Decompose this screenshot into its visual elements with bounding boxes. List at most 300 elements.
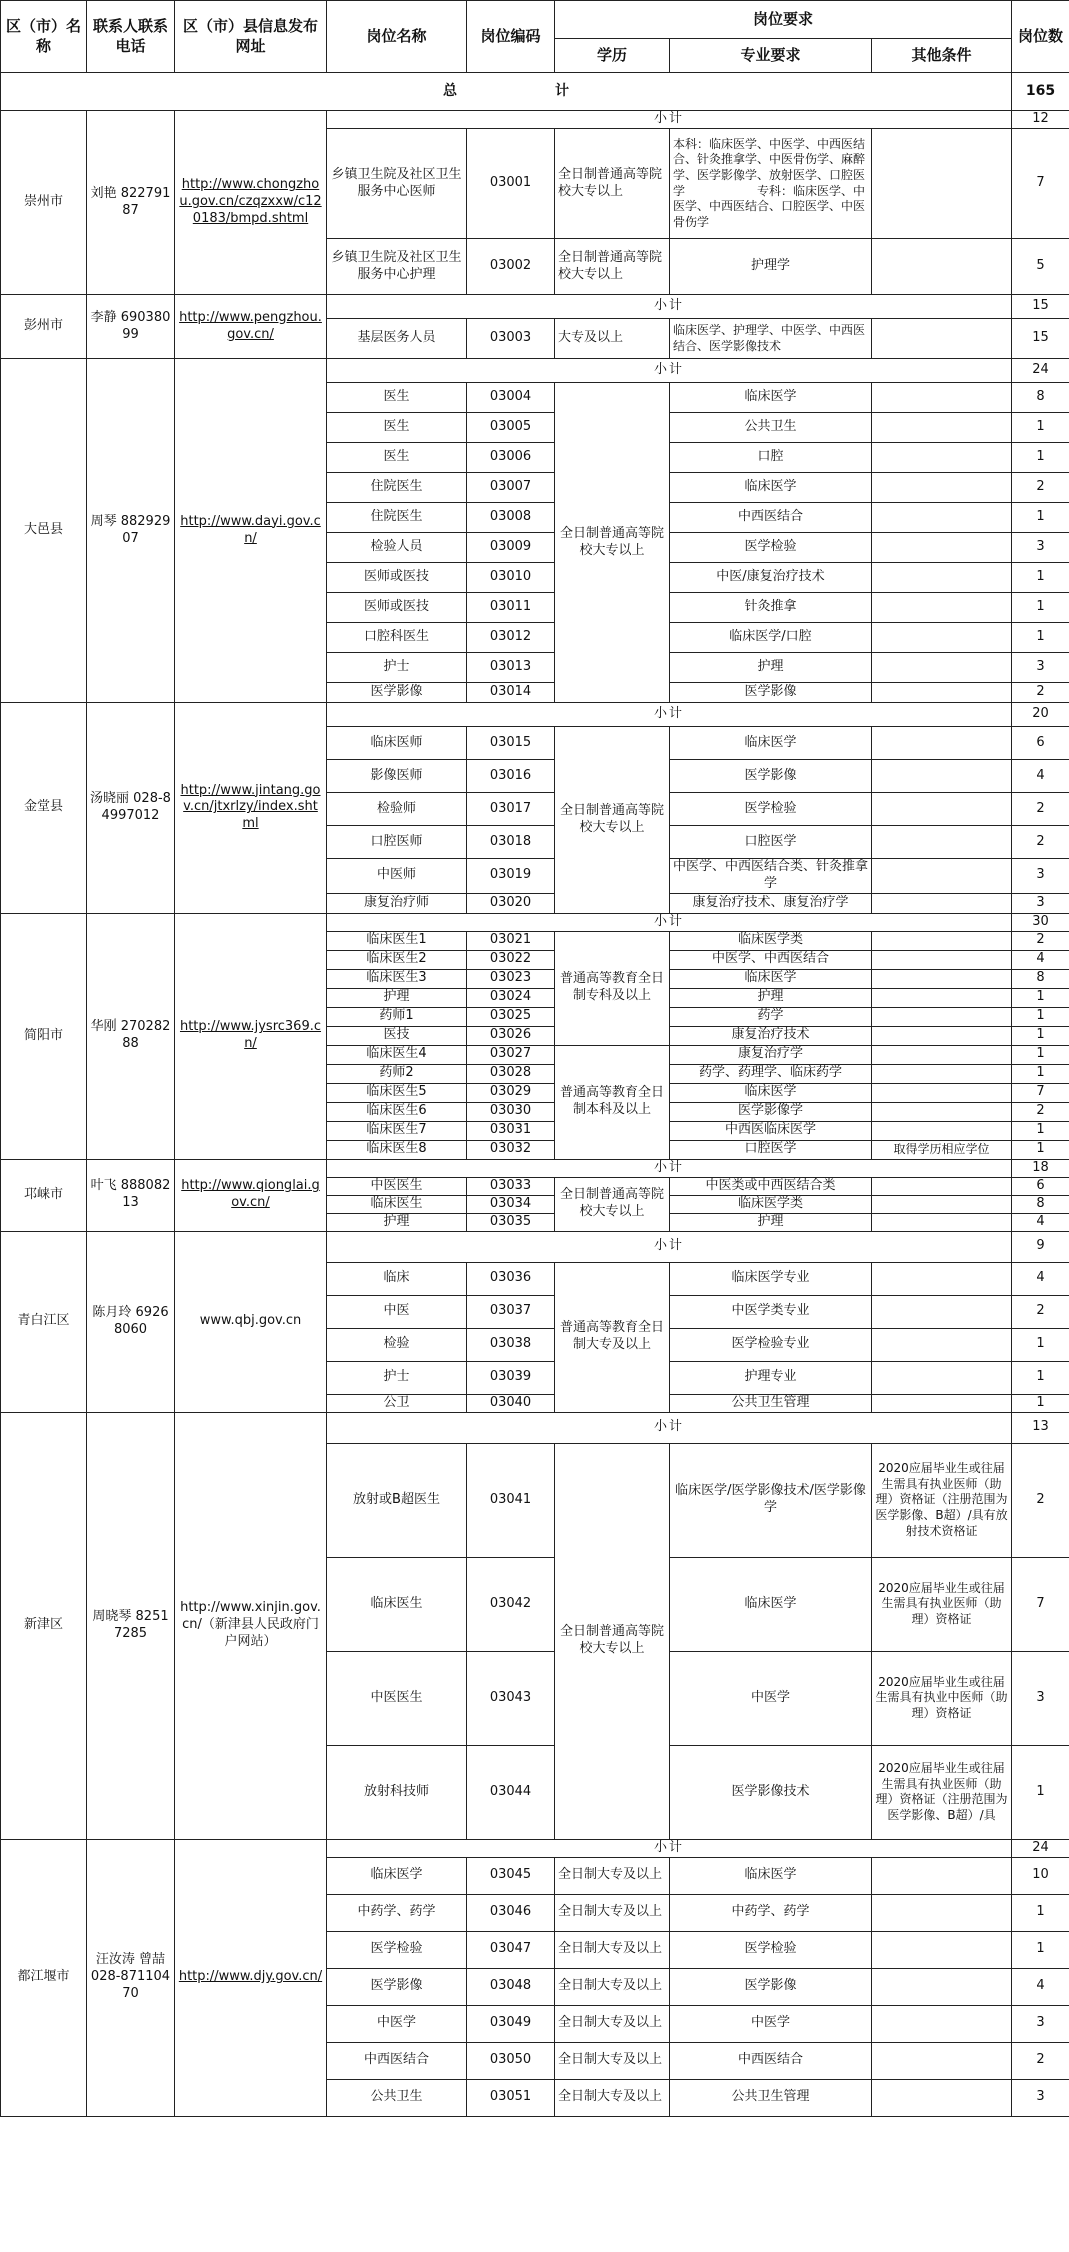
major: 临床医学 xyxy=(670,473,872,503)
position-code: 03010 xyxy=(467,563,555,593)
header-position-name: 岗位名称 xyxy=(327,1,467,73)
position-name: 护理 xyxy=(327,1213,467,1231)
major: 医学检验 xyxy=(670,1931,872,1968)
header-website: 区（市）县信息发布网址 xyxy=(175,1,327,73)
education-group: 全日制普通高等院校大专以上 xyxy=(555,727,670,914)
district-website-link[interactable]: http://www.xinjin.gov.cn/（新津县人民政府门户网站） xyxy=(180,1600,321,1650)
district-name: 简阳市 xyxy=(1,913,87,1159)
education-group: 全日制普通高等院校大专以上 xyxy=(555,383,670,703)
major: 护理学 xyxy=(670,239,872,295)
major: 临床医学 xyxy=(670,383,872,413)
position-name: 影像医师 xyxy=(327,760,467,793)
total-row xyxy=(1,73,1069,111)
position-code: 03042 xyxy=(467,1557,555,1651)
position-code: 03018 xyxy=(467,826,555,859)
position-count: 1 xyxy=(1012,988,1069,1007)
position-code: 03016 xyxy=(467,760,555,793)
other-conditions xyxy=(872,2079,1012,2116)
position-count: 2 xyxy=(1012,793,1069,826)
subtotal-row xyxy=(1,359,1069,383)
position-code: 03038 xyxy=(467,1328,555,1361)
position-name: 医学检验 xyxy=(327,1931,467,1968)
other-conditions xyxy=(872,1394,1012,1412)
subtotal-row xyxy=(1,295,1069,319)
position-count: 8 xyxy=(1012,383,1069,413)
other-conditions xyxy=(872,1102,1012,1121)
major: 中医学 xyxy=(670,1651,872,1745)
other-conditions xyxy=(872,503,1012,533)
position-count: 1 xyxy=(1012,1894,1069,1931)
position-name: 放射或B超医生 xyxy=(327,1443,467,1557)
education-group: 普通高等教育全日制大专及以上 xyxy=(555,1262,670,1412)
district-contact: 华刚 27028288 xyxy=(87,913,175,1159)
position-code: 03034 xyxy=(467,1195,555,1213)
other-conditions xyxy=(872,1295,1012,1328)
position-name: 住院医生 xyxy=(327,503,467,533)
major: 临床医学/医学影像技术/医学影像学 xyxy=(670,1443,872,1557)
education: 全日制大专及以上 xyxy=(555,1931,670,1968)
position-count: 1 xyxy=(1012,1328,1069,1361)
position-name: 医学影像 xyxy=(327,1968,467,2005)
major: 中西医结合 xyxy=(670,2042,872,2079)
position-name: 公卫 xyxy=(327,1394,467,1412)
district-contact: 周晓琴 82517285 xyxy=(87,1412,175,1839)
position-code: 03004 xyxy=(467,383,555,413)
other-conditions xyxy=(872,826,1012,859)
major: 医学检验专业 xyxy=(670,1328,872,1361)
header-count: 岗位数 xyxy=(1012,1,1069,73)
position-name: 临床医生3 xyxy=(327,969,467,988)
district-website-link[interactable]: http://www.pengzhou.gov.cn/ xyxy=(179,309,322,342)
other-conditions xyxy=(872,683,1012,703)
major: 中医学、中西医结合 xyxy=(670,950,872,969)
position-name: 基层医务人员 xyxy=(327,319,467,359)
header-contact: 联系人联系电话 xyxy=(87,1,175,73)
position-code: 03049 xyxy=(467,2005,555,2042)
major: 康复治疗技术 xyxy=(670,1026,872,1045)
other-conditions xyxy=(872,1026,1012,1045)
position-name: 临床医师 xyxy=(327,727,467,760)
position-count: 1 xyxy=(1012,593,1069,623)
other-conditions xyxy=(872,1328,1012,1361)
education: 全日制普通高等院校大专以上 xyxy=(555,129,670,239)
other-conditions xyxy=(872,793,1012,826)
major: 中西医临床医学 xyxy=(670,1121,872,1140)
position-name: 乡镇卫生院及社区卫生服务中心护理 xyxy=(327,239,467,295)
other-conditions xyxy=(872,1045,1012,1064)
position-name: 临床医生4 xyxy=(327,1045,467,1064)
header-district: 区（市）名称 xyxy=(1,1,87,73)
position-count: 3 xyxy=(1012,2005,1069,2042)
major: 康复治疗技术、康复治疗学 xyxy=(670,893,872,913)
position-count: 1 xyxy=(1012,1361,1069,1394)
district-website xyxy=(175,359,327,703)
header-requirements: 岗位要求 xyxy=(555,1,1012,39)
other-conditions xyxy=(872,893,1012,913)
education-group: 普通高等教育全日制专科及以上 xyxy=(555,931,670,1045)
other-conditions xyxy=(872,443,1012,473)
district-name: 新津区 xyxy=(1,1412,87,1839)
major: 医学影像技术 xyxy=(670,1745,872,1839)
major: 护理专业 xyxy=(670,1361,872,1394)
education: 全日制大专及以上 xyxy=(555,2079,670,2116)
major: 中医/康复治疗技术 xyxy=(670,563,872,593)
position-name: 临床 xyxy=(327,1262,467,1295)
position-count: 2 xyxy=(1012,1443,1069,1557)
major: 医学影像学 xyxy=(670,1102,872,1121)
major: 临床医学 xyxy=(670,1083,872,1102)
district-name: 崇州市 xyxy=(1,111,87,295)
subtotal-row xyxy=(1,1839,1069,1857)
position-count: 10 xyxy=(1012,1857,1069,1894)
other-conditions xyxy=(872,1007,1012,1026)
position-name: 医技 xyxy=(327,1026,467,1045)
major: 医学影像 xyxy=(670,683,872,703)
major: 本科：临床医学、中医学、中西医结合、针灸推拿学、中医骨伤学、麻醉学、医学影像学、放射医学、口腔医学 专科：临床医学、中医学、中西医结合、口腔医学、中医骨伤学 xyxy=(670,129,872,239)
district-contact: 陈月玲 69268060 xyxy=(87,1231,175,1412)
major: 中医类或中西医结合类 xyxy=(670,1177,872,1195)
major: 中医学 xyxy=(670,2005,872,2042)
position-code: 03050 xyxy=(467,2042,555,2079)
position-count: 8 xyxy=(1012,969,1069,988)
position-code: 03020 xyxy=(467,893,555,913)
position-code: 03003 xyxy=(467,319,555,359)
position-count: 2 xyxy=(1012,826,1069,859)
position-name: 护士 xyxy=(327,653,467,683)
position-name: 临床医生5 xyxy=(327,1083,467,1102)
subtotal-label: 小计 xyxy=(327,1231,1012,1262)
position-name: 住院医生 xyxy=(327,473,467,503)
major: 护理 xyxy=(670,653,872,683)
position-code: 03024 xyxy=(467,988,555,1007)
subtotal-label: 小计 xyxy=(327,1839,1012,1857)
district-name: 青白江区 xyxy=(1,1231,87,1412)
other-conditions xyxy=(872,760,1012,793)
position-count: 1 xyxy=(1012,1026,1069,1045)
total-value: 165 xyxy=(1012,73,1069,111)
education-group: 全日制普通高等院校大专以上 xyxy=(555,1443,670,1839)
other-conditions xyxy=(872,950,1012,969)
position-count: 1 xyxy=(1012,413,1069,443)
position-count: 2 xyxy=(1012,931,1069,950)
other-conditions xyxy=(872,1931,1012,1968)
position-name: 中药学、药学 xyxy=(327,1894,467,1931)
position-name: 临床医生1 xyxy=(327,931,467,950)
district-website xyxy=(175,1412,327,1839)
major: 医学检验 xyxy=(670,793,872,826)
district-website-link[interactable]: http://www.dayi.gov.cn/ xyxy=(180,513,321,546)
header-major: 专业要求 xyxy=(670,39,872,73)
position-count: 6 xyxy=(1012,727,1069,760)
position-name: 中西医结合 xyxy=(327,2042,467,2079)
other-conditions xyxy=(872,319,1012,359)
position-count: 4 xyxy=(1012,1968,1069,2005)
other-conditions xyxy=(872,473,1012,503)
position-code: 03029 xyxy=(467,1083,555,1102)
position-count: 1 xyxy=(1012,623,1069,653)
position-code: 03040 xyxy=(467,1394,555,1412)
position-code: 03023 xyxy=(467,969,555,988)
subtotal-row xyxy=(1,913,1069,931)
position-code: 03014 xyxy=(467,683,555,703)
position-code: 03051 xyxy=(467,2079,555,2116)
position-count: 7 xyxy=(1012,1557,1069,1651)
other-conditions xyxy=(872,969,1012,988)
position-name: 口腔科医生 xyxy=(327,623,467,653)
other-conditions xyxy=(872,383,1012,413)
total-label: 总 计 xyxy=(1,73,1012,111)
position-name: 口腔医师 xyxy=(327,826,467,859)
position-code: 03005 xyxy=(467,413,555,443)
position-name: 临床医生 xyxy=(327,1195,467,1213)
position-count: 3 xyxy=(1012,653,1069,683)
position-code: 03007 xyxy=(467,473,555,503)
position-count: 2 xyxy=(1012,473,1069,503)
position-code: 03035 xyxy=(467,1213,555,1231)
major: 中医学、中西医结合类、针灸推拿学 xyxy=(670,859,872,894)
subtotal-label: 小计 xyxy=(327,703,1012,727)
other-conditions xyxy=(872,1968,1012,2005)
position-name: 中医 xyxy=(327,1295,467,1328)
position-name: 临床医生 xyxy=(327,1557,467,1651)
header-other: 其他条件 xyxy=(872,39,1012,73)
other-conditions xyxy=(872,2005,1012,2042)
position-name: 康复治疗师 xyxy=(327,893,467,913)
subtotal-value: 13 xyxy=(1012,1412,1069,1443)
major: 口腔 xyxy=(670,443,872,473)
subtotal-label: 小计 xyxy=(327,1412,1012,1443)
position-count: 8 xyxy=(1012,1195,1069,1213)
position-count: 15 xyxy=(1012,319,1069,359)
other-conditions: 2020应届毕业生或往届生需具有执业医师（助理）资格证（注册范围为医学影像、B超）/具 xyxy=(872,1745,1012,1839)
position-name: 医生 xyxy=(327,383,467,413)
position-name: 公共卫生 xyxy=(327,2079,467,2116)
position-code: 03011 xyxy=(467,593,555,623)
position-name: 护理 xyxy=(327,988,467,1007)
position-name: 药师2 xyxy=(327,1064,467,1083)
other-conditions: 取得学历相应学位 xyxy=(872,1140,1012,1159)
header-position-code: 岗位编码 xyxy=(467,1,555,73)
district-contact: 周琴 88292907 xyxy=(87,359,175,703)
education: 全日制大专及以上 xyxy=(555,1968,670,2005)
major: 护理 xyxy=(670,988,872,1007)
position-count: 3 xyxy=(1012,893,1069,913)
position-count: 3 xyxy=(1012,859,1069,894)
position-count: 2 xyxy=(1012,1102,1069,1121)
position-code: 03030 xyxy=(467,1102,555,1121)
education: 全日制大专及以上 xyxy=(555,1894,670,1931)
major: 口腔医学 xyxy=(670,1140,872,1159)
position-code: 03002 xyxy=(467,239,555,295)
major: 医学影像 xyxy=(670,760,872,793)
position-count: 2 xyxy=(1012,683,1069,703)
position-count: 1 xyxy=(1012,503,1069,533)
position-code: 03019 xyxy=(467,859,555,894)
district-website xyxy=(175,295,327,359)
position-name: 临床医学 xyxy=(327,1857,467,1894)
subtotal-row xyxy=(1,111,1069,129)
other-conditions xyxy=(872,1361,1012,1394)
major: 针灸推拿 xyxy=(670,593,872,623)
position-count: 1 xyxy=(1012,563,1069,593)
district-website-link[interactable]: http://www.jintang.gov.cn/jtxrlzy/index.shtml xyxy=(180,782,321,832)
position-name: 医生 xyxy=(327,413,467,443)
district-contact: 刘艳 82279187 xyxy=(87,111,175,295)
major: 中医学类专业 xyxy=(670,1295,872,1328)
position-code: 03021 xyxy=(467,931,555,950)
district-contact: 汪汝涛 曾喆 028-87110470 xyxy=(87,1839,175,2116)
other-conditions xyxy=(872,623,1012,653)
district-website-link[interactable]: http://www.qionglai.gov.cn/ xyxy=(181,1178,320,1211)
district-website xyxy=(175,703,327,914)
major: 康复治疗学 xyxy=(670,1045,872,1064)
major: 临床医学、护理学、中医学、中西医结合、医学影像技术 xyxy=(670,319,872,359)
position-count: 4 xyxy=(1012,1213,1069,1231)
other-conditions: 2020应届毕业生或往届生需具有执业中医师（助理）资格证 xyxy=(872,1651,1012,1745)
position-name: 检验人员 xyxy=(327,533,467,563)
subtotal-row xyxy=(1,1412,1069,1443)
other-conditions: 2020应届毕业生或往届生需具有执业医师（助理）资格证（注册范围为医学影像、B超）/具有放射技术资格证 xyxy=(872,1443,1012,1557)
position-code: 03026 xyxy=(467,1026,555,1045)
position-count: 1 xyxy=(1012,1121,1069,1140)
major: 临床医学/口腔 xyxy=(670,623,872,653)
district-website-link[interactable]: http://www.djy.gov.cn/ xyxy=(178,1969,323,1985)
major: 医学检验 xyxy=(670,533,872,563)
position-count: 1 xyxy=(1012,443,1069,473)
position-name: 乡镇卫生院及社区卫生服务中心医师 xyxy=(327,129,467,239)
major: 临床医学 xyxy=(670,727,872,760)
position-code: 03001 xyxy=(467,129,555,239)
other-conditions xyxy=(872,1064,1012,1083)
other-conditions xyxy=(872,593,1012,623)
position-code: 03044 xyxy=(467,1745,555,1839)
position-name: 中医医生 xyxy=(327,1651,467,1745)
position-name: 医师或医技 xyxy=(327,593,467,623)
subtotal-row xyxy=(1,1159,1069,1177)
position-code: 03039 xyxy=(467,1361,555,1394)
position-name: 中医医生 xyxy=(327,1177,467,1195)
district-website-link[interactable]: http://www.chongzhou.gov.cn/czqzxxw/c120183/bmpd.shtml xyxy=(179,177,322,226)
district-website-link[interactable]: http://www.jysrc369.cn/ xyxy=(179,1019,322,1052)
major: 中药学、药学 xyxy=(670,1894,872,1931)
position-count: 1 xyxy=(1012,1394,1069,1412)
major: 临床医学 xyxy=(670,1857,872,1894)
position-code: 03022 xyxy=(467,950,555,969)
subtotal-value: 12 xyxy=(1012,111,1069,129)
subtotal-label: 小计 xyxy=(327,913,1012,931)
other-conditions xyxy=(872,1857,1012,1894)
district-website-link[interactable]: www.qbj.gov.cn xyxy=(199,1313,302,1329)
position-count: 1 xyxy=(1012,1045,1069,1064)
position-code: 03037 xyxy=(467,1295,555,1328)
position-count: 4 xyxy=(1012,950,1069,969)
other-conditions: 2020应届毕业生或往届生需具有执业医师（助理）资格证 xyxy=(872,1557,1012,1651)
position-code: 03006 xyxy=(467,443,555,473)
major: 临床医学专业 xyxy=(670,1262,872,1295)
other-conditions xyxy=(872,931,1012,950)
other-conditions xyxy=(872,988,1012,1007)
position-code: 03025 xyxy=(467,1007,555,1026)
subtotal-label: 小计 xyxy=(327,111,1012,129)
major: 临床医学类 xyxy=(670,1195,872,1213)
district-contact: 叶飞 88808213 xyxy=(87,1159,175,1231)
position-code: 03017 xyxy=(467,793,555,826)
position-code: 03033 xyxy=(467,1177,555,1195)
position-code: 03043 xyxy=(467,1651,555,1745)
position-code: 03032 xyxy=(467,1140,555,1159)
subtotal-value: 18 xyxy=(1012,1159,1069,1177)
position-count: 4 xyxy=(1012,760,1069,793)
position-count: 3 xyxy=(1012,533,1069,563)
district-website xyxy=(175,1839,327,2116)
position-name: 放射科技师 xyxy=(327,1745,467,1839)
other-conditions xyxy=(872,129,1012,239)
position-count: 6 xyxy=(1012,1177,1069,1195)
position-name: 中医师 xyxy=(327,859,467,894)
other-conditions xyxy=(872,859,1012,894)
other-conditions xyxy=(872,1121,1012,1140)
position-name: 临床医生7 xyxy=(327,1121,467,1140)
major: 临床医学 xyxy=(670,1557,872,1651)
position-count: 1 xyxy=(1012,1745,1069,1839)
subtotal-value: 9 xyxy=(1012,1231,1069,1262)
position-name: 药师1 xyxy=(327,1007,467,1026)
position-name: 医学影像 xyxy=(327,683,467,703)
other-conditions xyxy=(872,1195,1012,1213)
subtotal-value: 15 xyxy=(1012,295,1069,319)
district-website xyxy=(175,111,327,295)
position-code: 03008 xyxy=(467,503,555,533)
position-count: 3 xyxy=(1012,1651,1069,1745)
major: 临床医学 xyxy=(670,969,872,988)
position-name: 临床医生8 xyxy=(327,1140,467,1159)
education: 全日制大专及以上 xyxy=(555,1857,670,1894)
major: 临床医学类 xyxy=(670,931,872,950)
position-count: 1 xyxy=(1012,1007,1069,1026)
education: 全日制大专及以上 xyxy=(555,2005,670,2042)
other-conditions xyxy=(872,1083,1012,1102)
position-code: 03046 xyxy=(467,1894,555,1931)
major: 口腔医学 xyxy=(670,826,872,859)
position-name: 检验师 xyxy=(327,793,467,826)
position-code: 03047 xyxy=(467,1931,555,1968)
position-code: 03048 xyxy=(467,1968,555,2005)
district-website xyxy=(175,1231,327,1412)
position-count: 1 xyxy=(1012,1140,1069,1159)
subtotal-row xyxy=(1,1231,1069,1262)
district-name: 彭州市 xyxy=(1,295,87,359)
education-group: 普通高等教育全日制本科及以上 xyxy=(555,1045,670,1159)
education: 全日制大专及以上 xyxy=(555,2042,670,2079)
major: 药学 xyxy=(670,1007,872,1026)
subtotal-label: 小计 xyxy=(327,359,1012,383)
major: 护理 xyxy=(670,1213,872,1231)
position-code: 03015 xyxy=(467,727,555,760)
other-conditions xyxy=(872,239,1012,295)
other-conditions xyxy=(872,1894,1012,1931)
subtotal-value: 24 xyxy=(1012,1839,1069,1857)
district-name: 大邑县 xyxy=(1,359,87,703)
position-name: 临床医生2 xyxy=(327,950,467,969)
position-code: 03045 xyxy=(467,1857,555,1894)
district-name: 都江堰市 xyxy=(1,1839,87,2116)
position-code: 03028 xyxy=(467,1064,555,1083)
position-code: 03012 xyxy=(467,623,555,653)
other-conditions xyxy=(872,1177,1012,1195)
position-name: 医生 xyxy=(327,443,467,473)
other-conditions xyxy=(872,2042,1012,2079)
major: 中西医结合 xyxy=(670,503,872,533)
